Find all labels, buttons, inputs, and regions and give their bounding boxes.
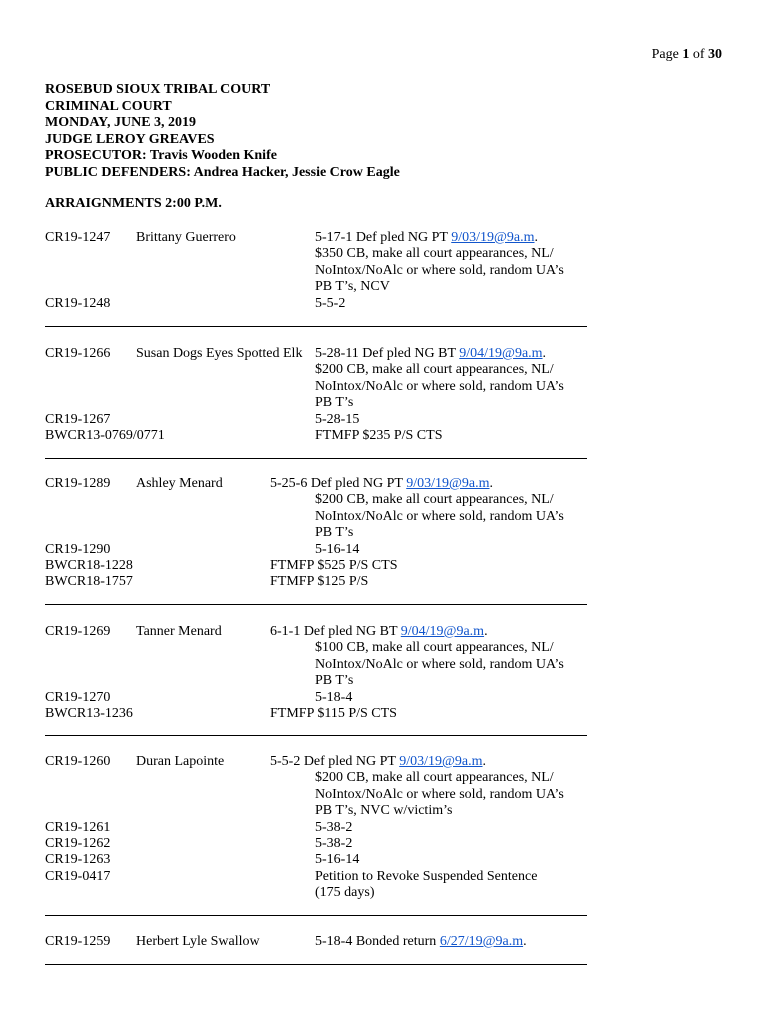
court-date: MONDAY, JUNE 3, 2019 [45,115,197,130]
detail-text: Petition to Revoke Suspended Sentence [315,868,538,884]
case-detail [315,263,564,279]
punctuation: . [482,754,487,769]
punctuation: . [523,934,527,949]
case-number: BWCR13-1236 [45,706,133,721]
defendant-name: Ashley Menard [136,476,223,491]
page-label: Page [651,47,679,62]
detail-text: 5-5-2 [315,295,346,311]
detail-text: 5-25-6 Def pled NG PT [270,476,407,491]
detail-text: 5-28-15 [315,411,360,427]
detail-text: NoIntox/NoAlc or where sold, random UA’s [315,262,564,278]
hearing-date-link[interactable]: 6/27/19@9a.m [439,934,524,949]
detail-text: NoIntox/NoAlc or where sold, random UA’s [315,508,564,524]
section-title: ARRAIGNMENTS 2:00 P.M. [45,196,222,211]
detail-text: FTMFP $125 P/S [270,574,369,590]
case-detail [315,820,352,836]
charge-plea [270,754,486,770]
case-divider [45,964,587,965]
detail-text: PB T’s [315,395,354,411]
defendant-name: Brittany Guerrero [136,230,236,245]
detail-text: $200 CB, make all court appearances, NL/ [315,362,554,378]
case-number: CR19-1266 [45,346,111,361]
case-divider [45,458,587,459]
case-detail [315,296,345,312]
case-detail [315,542,359,558]
charge-plea [270,624,488,640]
case-detail [315,246,554,262]
detail-text: PB T’s, NVC w/victim’s [315,803,453,819]
case-number: CR19-1263 [45,852,111,868]
case-detail [315,279,390,295]
court-name: ROSEBUD SIOUX TRIBAL COURT [45,82,271,97]
defendant-name: Susan Dogs Eyes Spotted Elk [136,346,303,361]
case-number: BWCR18-1757 [45,574,133,590]
punctuation: . [484,624,488,639]
hearing-date-link[interactable]: 9/03/19@9a.m [451,230,535,245]
case-number: CR19-1260 [45,754,111,769]
hearing-date-link[interactable]: 9/04/19@9a.m [400,624,485,639]
detail-text: $100 CB, make all court appearances, NL/ [315,640,554,656]
case-detail [270,558,397,574]
charge-plea [315,230,538,246]
case-number: CR19-1261 [45,819,111,835]
detail-text: NoIntox/NoAlc or where sold, random UA’s [315,656,564,672]
case-divider [45,604,587,605]
page-number [652,47,722,63]
case-number: CR19-1259 [45,934,111,949]
case-number: CR19-1290 [45,541,111,557]
detail-text: (175 days) [315,885,375,901]
case-number: BWCR13-0769/0771 [45,428,165,443]
case-number: CR19-0417 [45,868,111,884]
detail-text: 5-17-1 Def pled NG PT [315,230,452,245]
detail-text: 5-16-14 [315,852,360,868]
detail-text: 5-38-2 [315,819,353,835]
public-defenders: PUBLIC DEFENDERS: Andrea Hacker, Jessie Crow Eagle [45,164,400,180]
case-detail [315,885,375,901]
case-number: CR19-1267 [45,411,111,427]
detail-text: NoIntox/NoAlc or where sold, random UA’s [315,378,564,394]
case-detail [315,640,554,656]
defendant-name: Duran Lapointe [136,754,225,769]
hearing-date-link[interactable]: 9/04/19@9a.m [459,346,543,361]
case-number: CR19-1248 [45,295,111,311]
case-detail [315,395,353,411]
case-detail [315,770,554,786]
case-detail [315,379,564,395]
defendant-name: Tanner Menard [136,624,222,639]
page-of: of [692,47,705,62]
case-divider [45,326,587,327]
detail-text: 5-5-2 Def pled NG PT [270,754,400,769]
detail-text: 5-38-2 [315,836,353,851]
detail-text: 6-1-1 Def pled NG BT [270,624,401,639]
punctuation: . [489,476,494,491]
hearing-date-link[interactable]: 9/03/19@9a.m [399,754,483,769]
charge-plea [270,476,493,492]
prosecutor-name: PROSECUTOR: Travis Wooden Knife [45,148,277,163]
case-detail [315,852,359,868]
detail-text: 5-28-11 Def pled NG BT [315,346,460,361]
detail-text: FTMFP $235 P/S CTS [315,428,443,443]
case-detail [315,428,442,444]
detail-text: PB T’s, NCV [315,279,390,295]
detail-text: FTMFP $525 P/S CTS [270,558,398,573]
case-detail [315,492,554,508]
detail-text: 5-16-14 [315,541,360,557]
case-number: CR19-1270 [45,689,111,705]
case-detail [270,706,397,722]
detail-text: NoIntox/NoAlc or where sold, random UA’s [315,786,564,802]
case-detail [315,412,359,428]
charge-plea [315,934,527,950]
court-division: CRIMINAL COURT [45,98,172,114]
case-detail [315,836,352,852]
case-detail [315,787,564,803]
case-detail [315,525,353,541]
case-number: CR19-1262 [45,836,111,851]
case-detail [315,803,452,819]
punctuation: . [542,346,547,361]
case-detail [315,362,554,378]
case-detail [315,690,352,706]
detail-text: FTMFP $115 P/S CTS [270,706,397,721]
case-divider [45,735,587,736]
case-detail [315,657,564,673]
detail-text: PB T’s [315,673,354,689]
page-current: 1 [682,47,690,62]
case-number: CR19-1269 [45,624,111,639]
detail-text: $200 CB, make all court appearances, NL/ [315,770,554,786]
page-total: 30 [708,47,722,62]
judge-name: JUDGE LEROY GREAVES [45,131,215,147]
detail-text: 5-18-4 Bonded return [315,934,440,949]
punctuation: . [534,230,539,245]
detail-text: PB T’s [315,525,354,541]
case-detail [315,869,537,885]
case-number: BWCR18-1228 [45,558,133,573]
hearing-date-link[interactable]: 9/03/19@9a.m [406,476,490,491]
detail-text: 5-18-4 [315,689,353,705]
charge-plea [315,346,546,362]
court-header [45,82,400,181]
case-detail [315,509,564,525]
detail-text: $200 CB, make all court appearances, NL/ [315,492,554,508]
case-number: CR19-1247 [45,230,111,245]
defendant-name: Herbert Lyle Swallow [136,934,260,949]
case-detail [315,673,353,689]
case-divider [45,915,587,916]
case-detail [270,574,368,590]
detail-text: $350 CB, make all court appearances, NL/ [315,246,554,262]
case-number: CR19-1289 [45,476,111,491]
